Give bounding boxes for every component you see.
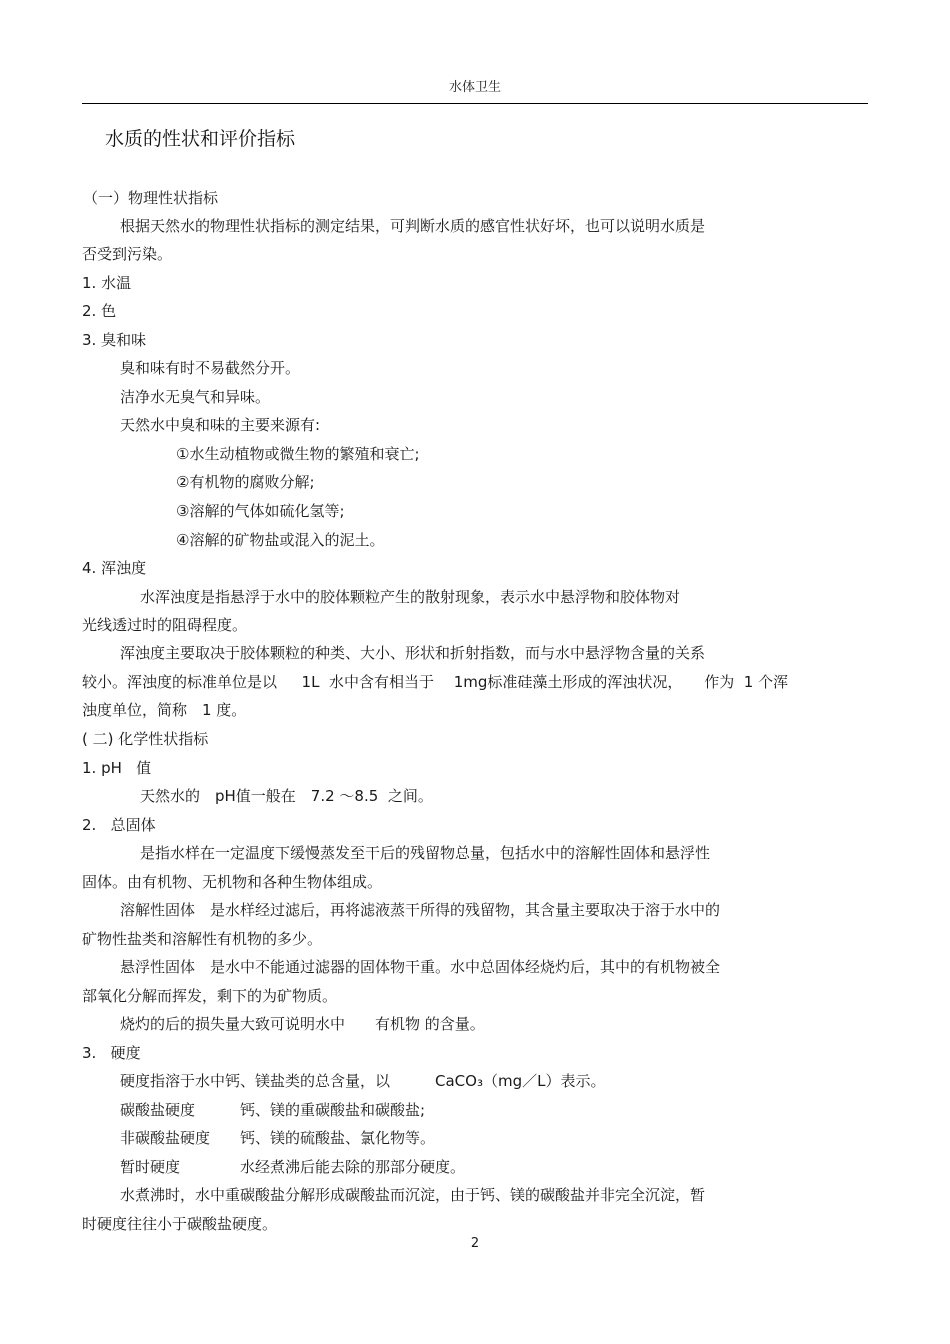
section-title: 水质的性状和评价指标 <box>105 128 296 150</box>
definition-line: 碳酸盐硬度 钙、镁的重碳酸盐和碳酸盐; <box>120 1101 426 1119</box>
paragraph-line: 根据天然水的物理性状指标的测定结果，可判断水质的感官性状好坏，也可以说明水质是 <box>120 217 706 235</box>
paragraph-line: 水浑浊度是指悬浮于水中的胶体颗粒产生的散射现象，表示水中悬浮物和胶体物对 <box>140 588 681 606</box>
definition-line: 暂时硬度 水经煮沸后能去除的那部分硬度。 <box>120 1158 466 1176</box>
sub-list-item: ②有机物的腐败分解; <box>176 473 315 491</box>
definition-line: 非碳酸盐硬度 钙、镁的硫酸盐、氯化物等。 <box>120 1129 436 1147</box>
paragraph-line: 硬度指溶于水中钙、镁盐类的总含量，以 CaCO₃（mg／L）表示。 <box>120 1072 606 1090</box>
list-item: 1. 水温 <box>82 274 132 292</box>
paragraph-line: 光线透过时的阻碍程度。 <box>82 616 248 634</box>
paragraph-line: 洁净水无臭气和异味。 <box>120 388 271 406</box>
paragraph-line: 溶解性固体 是水样经过滤后，再将滤液蒸干所得的残留物，其含量主要取决于溶于水中的 <box>120 901 721 919</box>
page-number: 2 <box>470 1236 480 1251</box>
paragraph-line: 烧灼的后的损失量大致可说明水中 有机物 的含量。 <box>120 1015 485 1033</box>
header-divider <box>82 103 868 104</box>
subsection-heading: （一）物理性状指标 <box>83 189 219 207</box>
sub-list-item: ④溶解的矿物盐或混入的泥土。 <box>176 531 385 549</box>
paragraph-line: 悬浮性固体 是水中不能通过滤器的固体物干重。水中总固体经烧灼后，其中的有机物被全 <box>120 958 721 976</box>
paragraph-line: 浊度单位，简称 1 度。 <box>82 701 247 719</box>
page-header: 水体卫生 <box>448 80 501 95</box>
subsection-heading: ( 二) 化学性状指标 <box>82 730 209 748</box>
paragraph-line: 浑浊度主要取决于胶体颗粒的种类、大小、形状和折射指数，而与水中悬浮物含量的关系 <box>120 644 706 662</box>
paragraph-line: 时硬度往往小于碳酸盐硬度。 <box>82 1215 278 1233</box>
paragraph-line: 水煮沸时，水中重碳酸盐分解形成碳酸盐而沉淀，由于钙、镁的碳酸盐并非完全沉淀，暂 <box>120 1186 706 1204</box>
paragraph-line: 天然水的 pH值一般在 7.2 ～8.5 之间。 <box>140 787 433 805</box>
list-item: 1. pH 值 <box>82 759 152 777</box>
list-item: 4. 浑浊度 <box>82 559 147 577</box>
paragraph-line: 天然水中臭和味的主要来源有: <box>120 416 321 434</box>
sub-list-item: ①水生动植物或微生物的繁殖和衰亡; <box>176 445 420 463</box>
paragraph-line: 否受到污染。 <box>82 245 173 263</box>
sub-list-item: ③溶解的气体如硫化氢等; <box>176 502 345 520</box>
paragraph-line: 是指水样在一定温度下缓慢蒸发至干后的残留物总量，包括水中的溶解性固体和悬浮性 <box>140 844 711 862</box>
paragraph-line: 较小。浑浊度的标准单位是以 1L 水中含有相当于 1mg标准硅藻土形成的浑浊状况， 作为 1 个浑 <box>82 673 789 691</box>
list-item: 2. 色 <box>82 302 117 320</box>
paragraph-line: 臭和味有时不易截然分开。 <box>120 359 301 377</box>
list-item: 3. 硬度 <box>82 1044 141 1062</box>
list-item: 2. 总固体 <box>82 816 156 834</box>
list-item: 3. 臭和味 <box>82 331 147 349</box>
paragraph-line: 部氧化分解而挥发，剩下的为矿物质。 <box>82 987 338 1005</box>
paragraph-line: 固体。由有机物、无机物和各种生物体组成。 <box>82 873 383 891</box>
paragraph-line: 矿物性盐类和溶解性有机物的多少。 <box>82 930 323 948</box>
